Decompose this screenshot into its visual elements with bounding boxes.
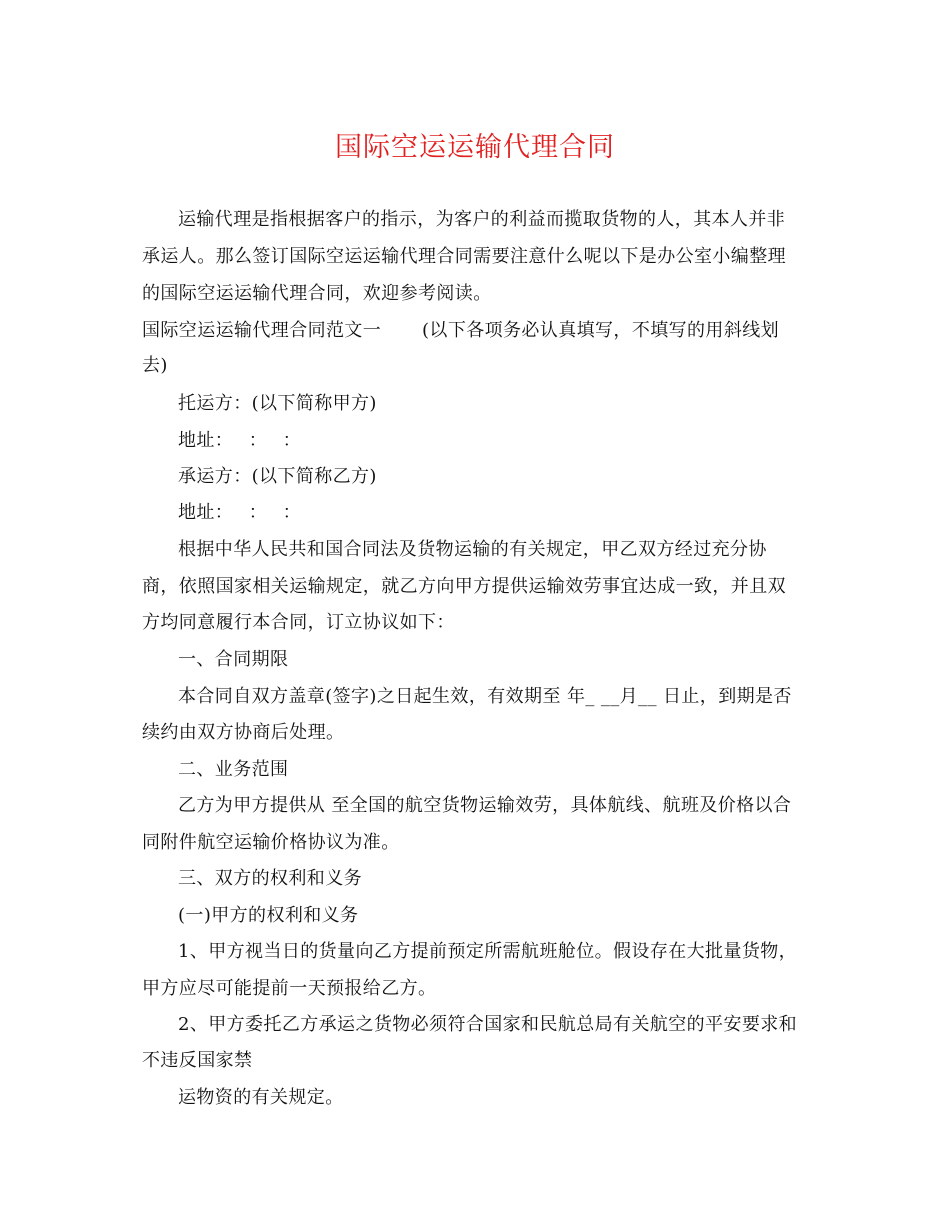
clause-1-line-1: 1、甲方视当日的货量向乙方提前预定所需航班舱位。假设存在大批量货物， [178,941,798,962]
carrier-line: 承运方：(以下简称乙方) [178,466,377,487]
document-title: 国际空运运输代理合同 [335,132,615,163]
intro-line-3: 的国际空运运输代理合同，欢迎参考阅读。 [142,283,492,304]
clause-1-line-2: 甲方应尽可能提前一天预报给乙方。 [142,978,437,999]
section-1-line-1: 本合同自双方盖章(签字)之日起生效，有效期至 年_ __月__ 日止，到期是否 [178,686,792,707]
section-1-title: 一、合同期限 [178,649,289,670]
clause-2-line-2: 不违反国家禁 [142,1050,253,1071]
intro-line-1: 运输代理是指根据客户的指示，为客户的利益而揽取货物的人，其本人并非 [178,209,786,230]
clause-2-continued: 运物资的有关规定。 [178,1087,344,1108]
preamble-line-3: 方均同意履行本合同，订立协议如下： [142,612,455,633]
section-2-title: 二、业务范围 [178,759,289,780]
section-2-line-1: 乙方为甲方提供从 至全国的航空货物运输效劳，具体航线、航班及价格以合 [178,795,792,816]
fill-note: (以下各项务必认真填写，不填写的用斜线划 [422,320,780,341]
preamble-line-1: 根据中华人民共和国合同法及货物运输的有关规定，甲乙双方经过充分协 [178,539,767,560]
sample-heading: 国际空运运输代理合同范文一 [142,320,382,341]
shipper-address: 地址： ： ： [178,430,302,451]
subsection-1-title: (一)甲方的权利和义务 [178,905,359,926]
section-1-line-2: 续约由双方协商后处理。 [142,722,345,743]
section-2-line-2: 同附件航空运输价格协议为准。 [142,832,400,853]
intro-line-2: 承运人。那么签订国际空运运输代理合同需要注意什么呢以下是办公室小编整理 [142,246,786,267]
fill-note-continued: 去) [142,355,168,376]
carrier-address: 地址： ： ： [178,502,302,523]
clause-2-line-1: 2、甲方委托乙方承运之货物必须符合国家和民航总局有关航空的平安要求和 [178,1014,798,1035]
section-3-title: 三、双方的权利和义务 [178,868,362,889]
preamble-line-2: 商，依照国家相关运输规定，就乙方向甲方提供运输效劳事宜达成一致，并且双 [142,576,786,597]
shipper-line: 托运方：(以下简称甲方) [178,393,377,414]
